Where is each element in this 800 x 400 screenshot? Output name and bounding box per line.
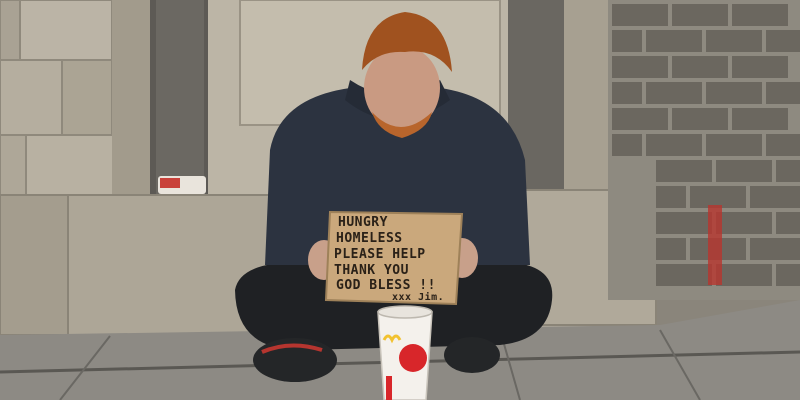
sign-line-2: HOMELESS	[336, 231, 403, 246]
sign-line-4: THANK YOU	[334, 263, 409, 278]
red-paint-mark	[708, 205, 722, 285]
brick-wall	[608, 0, 800, 300]
sign-line-6: xxx Jim.	[392, 292, 445, 303]
paper-cup	[378, 306, 432, 400]
right-shoe	[444, 337, 500, 373]
sign-line-1: HUNGRY	[338, 215, 388, 230]
cup-logo-circle	[399, 344, 427, 372]
sign-line-5: GOD BLESS !!	[336, 278, 436, 293]
sign-line-3: PLEASE HELP	[334, 247, 426, 262]
cardboard-sign	[326, 212, 462, 304]
